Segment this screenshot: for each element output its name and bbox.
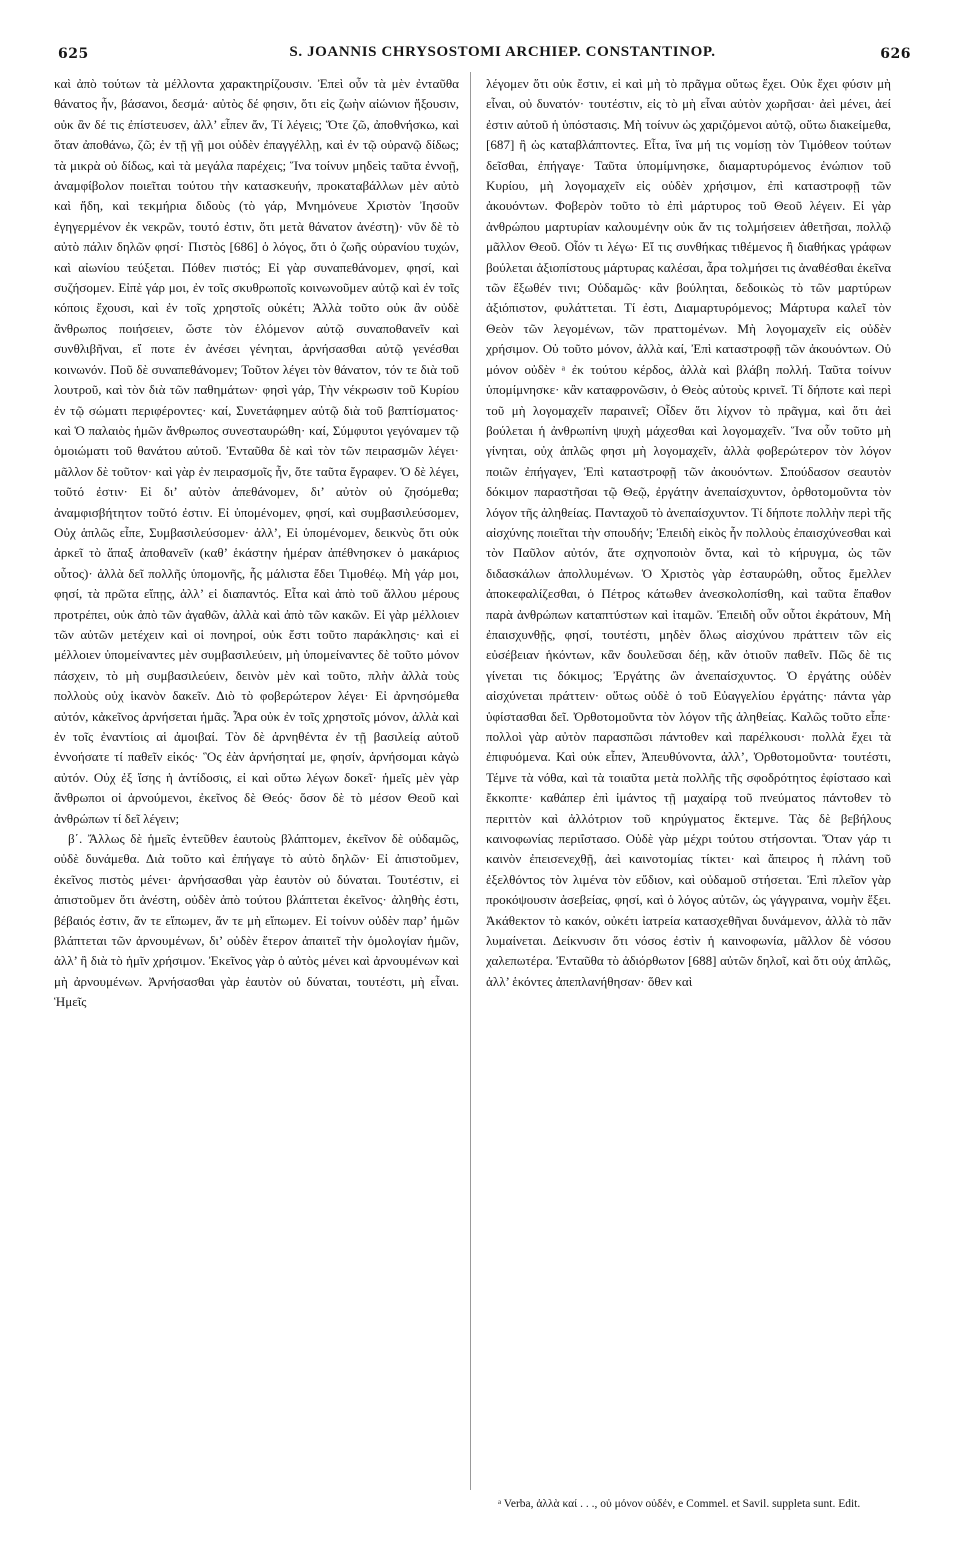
running-title: S. JOANNIS CHRYSOSTOMI ARCHIEP. CONSTANTINOP. xyxy=(289,44,716,60)
page-number-right: 626 xyxy=(880,46,911,62)
left-paragraph-1: καὶ ἀπὸ τούτων τὰ μέλλοντα χαρακτηρίζουσιν. Ἐπεὶ οὖν τὰ μὲν ἐνταῦθα θάνατος ἦν, βάσανοι, δεσμά· αὐτὸς δέ φησιν, ὅτι εἰς ζωὴν αἰώνιον ἥξουσιν, οὐκ ἂν δέ τις ἐπίστευσεν, ἀλλ’ εἶπεν ἄν, Τί λέγεις; Ὅτε ζῶ, ἀποθνήσκω, καὶ ὅταν ἀποθάνω, ζῶ; ἐν τῇ γῇ μοι οὐδὲν ἐπαγγέλλῃ, καὶ ἐν τῷ οὐρανῷ δίδως; τὰ μικρὰ οὐ δίδως, καὶ τὰ μεγάλα παρέχεις; Ἵνα τοίνυν μηδεὶς ταῦτα ἐννοῇ, ἀναμφίβολον ποιεῖται τούτου τὴν κατασκευήν, προκαταβάλλων μὲν αὐτὸ καὶ ἤδη, καὶ τεκμήρια διδοὺς (τὸ γάρ, Μνημόνευε Χριστὸν Ἰησοῦν ἐγηγερμένον ἐκ νεκρῶν, τουτό ἐστιν, ὅτι μετὰ θάνατον ἀνέστη)· νῦν δὲ τὸ αὐτὸ πάλιν δηλῶν φησί· Πιστὸς [686] ὁ λόγος, ὅτι ὁ ζωῆς οὐρανίου τυχών, καὶ αἰωνίου τεύξεται. Πόθεν πιστός; Εἰ γὰρ συναπεθάνομεν, φησί, καὶ συζήσομεν. Εἰπὲ γάρ μοι, ἐν τοῖς σκυθρωποῖς κοινωνοῦμεν αὐτῷ καὶ ἐν τοῖς κόποις ἔχουσι, καὶ ἐν τοῖς χρηστοῖς οὐκέτι; Ἀλλὰ τοῦτο οὐκ ἂν οὐδὲ ἄνθρωπος ποιήσειεν, ὥστε τὸν ἑλόμενον αὐτῷ συναποθανεῖν καὶ συνθλιβῆναι, εἴ ποτε ἐν ἀνέσει γένηται, ἀρνήσασθαι αὐτῷ γενέσθαι κοινωνόν. Ποῦ δὲ συναπεθάνομεν; Τοῦτον λέγει τὸν θάνατον, τόν τε διὰ τοῦ λουτροῦ, καὶ τὸν διὰ τῶν παθημάτων· φησὶ γάρ, Τὴν νέκρωσιν τοῦ Κυρίου ἐν τῷ σώματι περιφέροντες· καί, Συνετάφημεν αὐτῷ διὰ τοῦ βαπτίσματος· καὶ Ὁ παλαιὸς ἡμῶν ἄνθρωπος συνεσταυρώθη· καί, Σύμφυτοι γεγόναμεν τῷ ὁμοιώματι τοῦ θανάτου αὐτοῦ. Ἐνταῦθα δὲ καὶ τὸν τῶν πειρασμῶν λέγει· μᾶλλον δὲ τοῦτον· καὶ γὰρ ἐν πειρασμοῖς ἦν, ὅτε ταῦτα ἔγραφεν. Ὁ δὲ λέγει, τοῦτό ἐστιν· Εἰ δι’ αὐτὸν ἀπεθάνομεν, δι’ αὐτὸν οὐ ζησόμεθα; ἀναμφισβήτητον τοῦτό ἐστιν. Εἰ ὑπομένομεν, φησί, καὶ συμβασιλεύσομεν, Οὐχ ἁπλῶς εἶπε, Συμβασιλεύσομεν· ἀλλ’, Εἰ ὑπομένομεν, δεικνὺς ὅτι οὐκ ἀρκεῖ τὸ ἅπαξ ἀποθανεῖν (καθ’ ἑκάστην ἡμέραν ἀπέθνησκεν ὁ μακάριος οὗτος)· ἀλλὰ δεῖ πολλῆς ὑπομονῆς, ἧς μάλιστα ἔδει Τιμοθέῳ. Μὴ γάρ μοι, φησί, τὰ πρῶτα εἴπῃς, ἀλλ’ εἰ διαπαντός. Εἶτα καὶ ἀπὸ τοῦ ἄλλου μέρους προτρέπει, οὐκ ἀπὸ τῶν ἀγαθῶν, ἀλλὰ καὶ ἀπὸ τῶν κακῶν. Εἰ γὰρ μέλλοιεν τῶν αὐτῶν μετέχειν καὶ οἱ πονηροί, οὐκ ἔστι τοῦτο παράκλησις· καὶ εἰ μέλλοιεν ὑπομείναντες μὲν συμβασιλεύειν, μὴ ὑπομείναντες δὲ τοῦτο μόνον πάσχειν, τὸ μὴ συμβασιλεύειν, δεινὸν μὲν καὶ τοῦτο, πλὴν ἀλλὰ τοὺς πολλοὺς οὐχ ἱκανὸν δακεῖν. Διὸ τὸ φοβερώτερον λέγει· Εἰ ἀρνησόμεθα αὐτόν, κἀκεῖνος ἀρνήσεται ἡμᾶς. Ἆρα οὐκ ἐν τοῖς χρηστοῖς μόνον, ἀλλὰ καὶ ἐν τοῖς ἐναντίοις αἱ ἀμοιβαί. Τὸν δὲ ἀρνηθέντα ἐν τῇ βασιλείᾳ αὐτοῦ ἐννοήσατε τί παθεῖν εἰκός· Ὃς ἐὰν ἀρνήσηταί με, φησίν, ἀρνήσομαι κἀγὼ αὐτόν. Οὐχ ἐξ ἴσης ἡ ἀντίδοσις, εἰ καὶ οὕτω λέγων δοκεῖ· ἡμεῖς μὲν γὰρ ἄνθρωποι οἱ ἀρνούμενοι, ἐκεῖνος δὲ Θεός· ὅσον δὲ τὸ μέσον Θεοῦ καὶ ἀνθρώπων τί δεῖ λέγειν; xyxy=(54,76,459,826)
right-paragraph-1: λέγομεν ὅτι οὐκ ἔστιν, εἰ καὶ μὴ τὸ πρᾶγμα οὕτως ἔχει. Οὐκ ἔχει φύσιν μὴ εἶναι, οὐ δυνατόν· τουτέστιν, εἰς τὸ μὴ εἶναι αὐτὸν χωρῆσαι· ἀεὶ μένει, ἀεί ἐστιν αὐτοῦ ἡ ὑπόστασις. Μὴ τοίνυν ὡς χαριζόμενοι αὐτῷ, οὕτω διακείμεθα, [687] ἢ ὡς καταβλάπτοντες. Εἶτα, ἵνα μή τις νομίσῃ τὸν Τιμόθεον τούτων δεῖσθαι, ἐπήγαγε· Ταῦτα ὑπομίμνησκε, διαμαρτυρόμενος ἐνώπιον τοῦ Κυρίου, μὴ λογομαχεῖν εἰς οὐδὲν χρήσιμον, ἐπὶ καταστροφῇ τῶν ἀκουόντων. Φοβερὸν τοῦτο τὸ ἐπὶ μάρτυρος τοῦ Θεοῦ λέγειν. Εἰ γὰρ ἀνθρώπου μαρτυρίαν καλουμένην οὐκ ἄν τις τολμήσειεν ἀθετῆσαι, πολλῷ μᾶλλον Θεοῦ. Οἷόν τι λέγω· Εἴ τις συνθήκας τιθέμενος ἢ διαθήκας γράφων βούλεται ἀξιοπίστους μάρτυρας καλέσαι, ἆρα τολμήσει τις ἀναθέσθαι ἐκεῖνα τῶν ἔξωθέν τινι; Οὐδαμῶς· κἂν βούληται, δεδοικὼς τὸ τῶν μαρτύρων ἀξιόπιστον, φυλάττεται. Τί ἐστι, Διαμαρτυρόμενος; Μάρτυρα καλεῖ τὸν Θεὸν τῶν λεγομένων, τῶν πραττομένων. Μὴ λογομαχεῖν εἰς οὐδὲν χρήσιμον. Οὐ τοῦτο μόνον, ἀλλὰ καί, Ἐπὶ καταστροφῇ τῶν ἀκουόντων. Οὐ μόνον οὐδὲν ᵃ ἐκ τούτου κέρδος, ἀλλὰ καὶ βλάβη πολλή. Ταῦτα τοίνυν ὑπομίμνησκε· κἂν καταφρονῶσιν, ὁ Θεὸς αὐτοὺς κρινεῖ. Τί δήποτε καὶ περὶ τοῦ μὴ λογομαχεῖν παραινεῖ; Οἶδεν ὅτι λίχνον τὸ πρᾶγμα, καὶ ὅτι ἀεὶ βούλεται ἡ ἀνθρωπίνη ψυχὴ μάχεσθαι καὶ λογομαχεῖν. Ἵνα οὖν τοῦτο μὴ γίνηται, οὐχ ἁπλῶς φησι μὴ λογομαχεῖν, ἀλλὰ φοβερώτερον τὸν λόγον ποιῶν ἐπήγαγεν, Ἐπὶ καταστροφῇ τῶν ἀκουόντων. Σπούδασον σεαυτὸν δόκιμον παραστῆσαι τῷ Θεῷ, ἐργάτην ἀνεπαίσχυντον, ὀρθοτομοῦντα τὸν λόγον τῆς ἀληθείας. Πανταχοῦ τὸ ἀνεπαίσχυντον. Τί δήποτε πολλὴν περὶ τῆς αἰσχύνης ποιεῖται τὴν σπουδήν; Ἐπειδὴ εἰκὸς ἦν πολλοὺς ἐπαισχύνεσθαι καὶ τὸν Παῦλον αὐτόν, ἅτε σχηνοποιὸν ὄντα, καὶ τὸ κήρυγμα, ὡς τῶν διδασκάλων ἀπολλυμένων. Ὁ Χριστὸς γὰρ ἐσταυρώθη, οὗτος ἔμελλεν ἀποκεφαλίζεσθαι, ὁ Πέτρος κάτωθεν ἀνεσκολοπίσθη, καὶ ταῦτα ἔπαθον παρὰ ἀνθρώπων καταπτύστων καὶ ἰταμῶν. Ἐπειδὴ οὖν οὗτοι ἐκράτουν, Μὴ ἐπαισχυνθῇς, φησί, τουτέστι, μηδὲν ὅλως αἰσχύνου πράττειν τῶν εἰς εὐσέβειαν ἡκόντων, κἂν δουλεῦσαι δέῃ, κἂν ὁτιοῦν παθεῖν. Πῶς δὲ τις γίνεται τις δόκιμος; Ἐργάτης ὢν ἀνεπαίσχυντος. Ὁ ἐργάτης οὐδὲν αἰσχύνεται πράττειν· οὕτως οὐδὲ ὁ τοῦ Εὐαγγελίου ἐργάτης· πάντα γὰρ ὑφίστασθαι δεῖ. Ὀρθοτομοῦντα τὸν λόγον τῆς ἀληθείας. Καλῶς τοῦτο εἶπε· πολλοὶ γὰρ αὐτὸν παρασπῶσι πάντοθεν καὶ παρέλκουσι· πολλὰ ἔχει τὰ ἐπιφυόμενα. Καὶ οὐκ εἶπεν, Ἀπευθύνοντα, ἀλλ’, Ὀρθοτομοῦντα· τουτέστι, Τέμνε τὰ νόθα, καὶ τὰ τοιαῦτα μετὰ πολλῆς τῆς σφοδρότητος ἐφίστασο καὶ ἔκκοπτε· καθάπερ ἐπὶ ἱμάντος τῇ μαχαίρᾳ τοῦ πνεύματος πάντοθεν τὸ περιττὸν καὶ ἀλλότριον τοῦ κηρύγματος ἔκτεμνε. Τὰς δὲ βεβήλους καινοφωνίας περιΐστασο. Οὐδὲ γὰρ μέχρι τούτου στήσονται. Ὅταν γάρ τι καινὸν ἐπεισενεχθῇ, ἀεὶ καινοτομίας τίκτει· καὶ ἄπειρος ἡ πλάνη τοῦ ἐξελθόντος τὸν λιμένα τὸν εὔδιον, καὶ οὐδαμοῦ στήσεται. Ἐπὶ πλεῖον γὰρ προκόψουσιν ἀσεβείας, φησί, καὶ ὁ λόγος αὐτῶν, ὡς γάγγραινα, νομὴν ἕξει. Ἀκάθεκτον τὸ κακόν, οὐκέτι ἰατρεία κατασχεθῆναι δυνάμενον, ἀλλὰ τὸ πᾶν λυμαίνεται. Δείκνυσιν ὅτι νόσος ἐστὶν ἡ καινοφωνία, μᾶλλον δὲ νόσου χαλεπωτέρα. Ἐνταῦθα τὸ ἀδιόρθωτον [688] αὐτῶν δηλοῖ, καὶ ὅτι οὐχ ἁπλῶς, ἀλλ’ ἑκόντες ἀπεπλανήθησαν· ὅθεν καὶ xyxy=(486,76,891,989)
column-divider xyxy=(470,72,471,1490)
left-column xyxy=(54,74,459,1013)
running-header xyxy=(52,40,913,72)
left-paragraph-2: β΄. Ἄλλως δὲ ἡμεῖς ἐντεῦθεν ἑαυτοὺς βλάπτομεν, ἐκεῖνον δὲ οὐδαμῶς, οὐδὲ δυνάμεθα. Διὰ τοῦτο καὶ ἐπήγαγε τὸ αὐτὸ δηλῶν· Εἰ ἀπιστοῦμεν, ἐκεῖνος πιστὸς μένει· ἀρνήσασθαι γὰρ ἑαυτὸν οὐ δύναται. Τουτέστιν, εἰ ἀπιστοῦμεν ὅτι ἀνέστη, οὐδὲν ἀπὸ τούτου βλάπτεται ἐκεῖνος· ἀληθὴς ἐστι, βέβαιός ἐστιν, ἄν τε εἴπωμεν, ἄν τε μὴ εἴπωμεν. Εἰ τοίνυν οὐδὲν παρ’ ἡμῶν βλάπτεται τῶν ἀρνουμένων, δι’ οὐδὲν ἕτερον ἀπαιτεῖ τὴν ὁμολογίαν ἡμῶν, ἀλλ’ ἢ διὰ τὸ ἡμῖν χρήσιμον. Ἐκεῖνος γὰρ ὁ αὐτὸς μένει καὶ ἀρνουμένων καὶ μὴ ἀρνουμένων. Ἀρνήσασθαι γὰρ ἑαυτὸν οὐ δύναται, τουτέστι, μὴ εἶναι. Ἡμεῖς xyxy=(54,831,459,1010)
page-number-left: 625 xyxy=(58,46,89,62)
right-column xyxy=(486,74,891,992)
footnote: ᵃ Verba, ἀλλὰ καί . . ., οὐ μόνον οὐδέν, e Commel. et Savil. suppleta sunt. Edit. xyxy=(498,1498,861,1510)
